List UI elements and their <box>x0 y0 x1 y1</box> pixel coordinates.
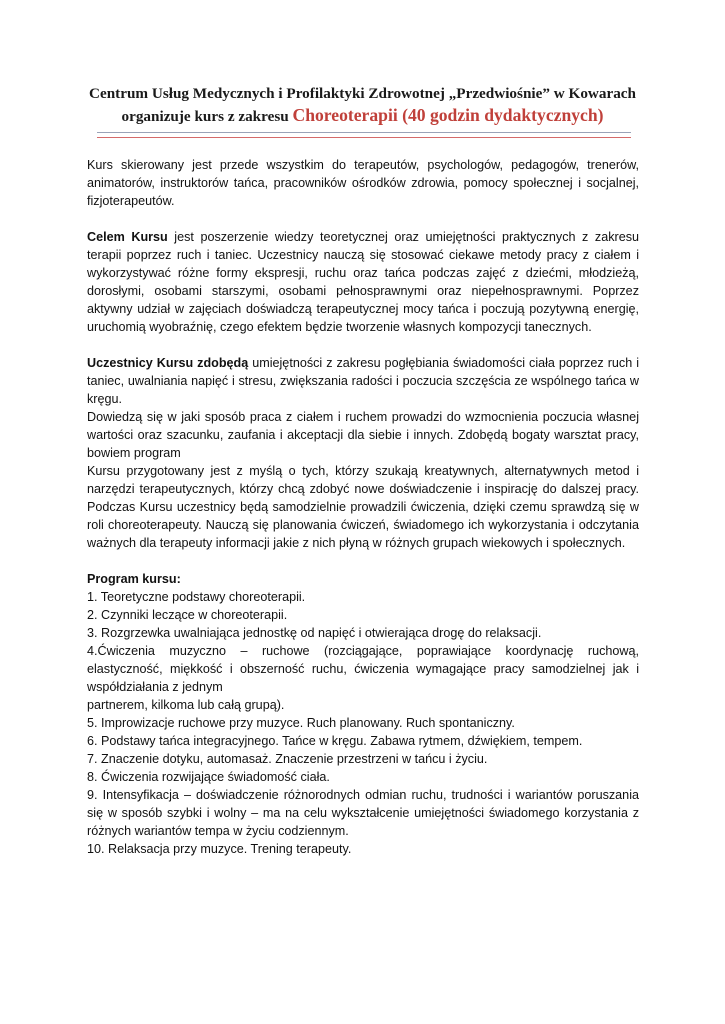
program-list <box>87 588 639 858</box>
program-item: 1. Teoretyczne podstawy choreoterapii. <box>87 590 306 604</box>
program-item: 8. Ćwiczenia rozwijające świadomość ciała. <box>87 770 330 784</box>
goal-label: Celem Kursu <box>87 230 168 244</box>
skills-label: Uczestnicy Kursu zdobędą <box>87 356 249 370</box>
header-divider-top <box>97 132 631 133</box>
intro-paragraph: Kurs skierowany jest przede wszystkim do terapeutów, psychologów, pedagogów, trenerów, animatorów, instruktorów tańca, pracowników ośrodków zdrowia, pomocy społecznej i socjalnej, fizjoterapeutów. <box>87 158 639 208</box>
program-item: 9. Intensyfikacja – doświadczenie różnorodnych odmian ruchu, trudności i wariantów poruszania się w sposób szybki i wolny – ma na celu wykształcenie umiejętności świadomego korzystania z różnych wariantów tempa w życiu codziennym. <box>87 788 639 838</box>
program-title <box>87 570 639 588</box>
skills-paragraph <box>87 354 639 408</box>
program-item: 3. Rozgrzewka uwalniająca jednostkę od napięć i otwierająca drogę do relaksacji. <box>87 626 542 640</box>
document-body <box>87 156 639 858</box>
goal-paragraph <box>87 228 639 336</box>
skills-text: umiejętności z zakresu pogłębiania świadomości ciała poprzez ruch i taniec, uwalniania napięć i stresu, zwiększania radości i poczucia szczęścia ze wspólnego tańca w kręgu. <box>87 356 639 406</box>
header-course-line <box>60 104 665 128</box>
header-divider-bottom <box>97 137 631 138</box>
program-item: 7. Znaczenie dotyku, automasaż. Znaczenie przestrzeni w tańcu i życiu. <box>87 752 488 766</box>
program-item: 4.Ćwiczenia muzyczno – ruchowe (rozciągające, poprawiające koordynację ruchową, elastyczność, miękkość i obszerność ruchu, ćwiczenia wymagające pracy samodzielnej jak i współdziałania z jednym <box>87 644 639 694</box>
header-course-title: Choreoterapii (40 godzin dydaktycznych) <box>292 105 604 125</box>
program-item: partnerem, kilkoma lub całą grupą). <box>87 698 285 712</box>
program-item: 5. Improwizacje ruchowe przy muzyce. Ruch planowany. Ruch spontaniczny. <box>87 716 515 730</box>
program-item: 10. Relaksacja przy muzyce. Trening terapeuty. <box>87 842 352 856</box>
goal-text: jest poszerzenie wiedzy teoretycznej oraz umiejętności praktycznych z zakresu terapii poprzez ruch i taniec. Uczestnicy nauczą się stosować ciekawe metody pracy z ciałem i wykorzystywać różne formy ekspresji, ruchu oraz tańca podczas zajęć z dziećmi, młodzieżą, dorosłymi, osobami starszymi, osobami pełnosprawnymi oraz niepełnosprawnymi. Poprzez aktywny udział w zajęciach doświadczą terapeutycznej mocy tańca i poczują pozytywną energię, uruchomią wyobraźnię, czego efektem będzie tworzenie własnych kompozycji tanecznych. <box>87 230 639 334</box>
header-course-prefix: organizuje kurs z zakresu <box>121 108 293 125</box>
header-organizer: Centrum Usług Medycznych i Profilaktyki Zdrowotnej „Przedwiośnie” w Kowarach <box>89 85 636 102</box>
program-title-text: Program kursu: <box>87 572 181 586</box>
program-item: 2. Czynniki leczące w choreoterapii. <box>87 608 288 622</box>
skills-paragraph-2: Dowiedzą się w jaki sposób praca z ciałem i ruchem prowadzi do wzmocnienia poczucia własnej wartości oraz szacunku, zaufania i akceptacji dla siebie i innych. Zdobędą bogaty warsztat pracy, bowiem program <box>87 410 639 460</box>
skills-paragraph-3: Kursu przygotowany jest z myślą o tych, którzy szukają kreatywnych, alternatywnych metod i narzędzi terapeutycznych, którzy chcą zdobyć nowe doświadczenie i inspirację do dalszej pracy. Podczas Kursu uczestnicy będą samodzielnie prowadzili ćwiczenia, dzięki czemu sprawdzą się w roli choreoterapeuty. Nauczą się planowania ćwiczeń, świadomego ich wykorzystania i odczytania ważnych dla terapeuty informacji jakie z nich płyną w różnych grupach wiekowych i społecznych. <box>87 464 639 550</box>
program-item: 6. Podstawy tańca integracyjnego. Tańce w kręgu. Zabawa rytmem, dźwiękiem, tempem. <box>87 734 583 748</box>
document-header <box>60 84 665 128</box>
